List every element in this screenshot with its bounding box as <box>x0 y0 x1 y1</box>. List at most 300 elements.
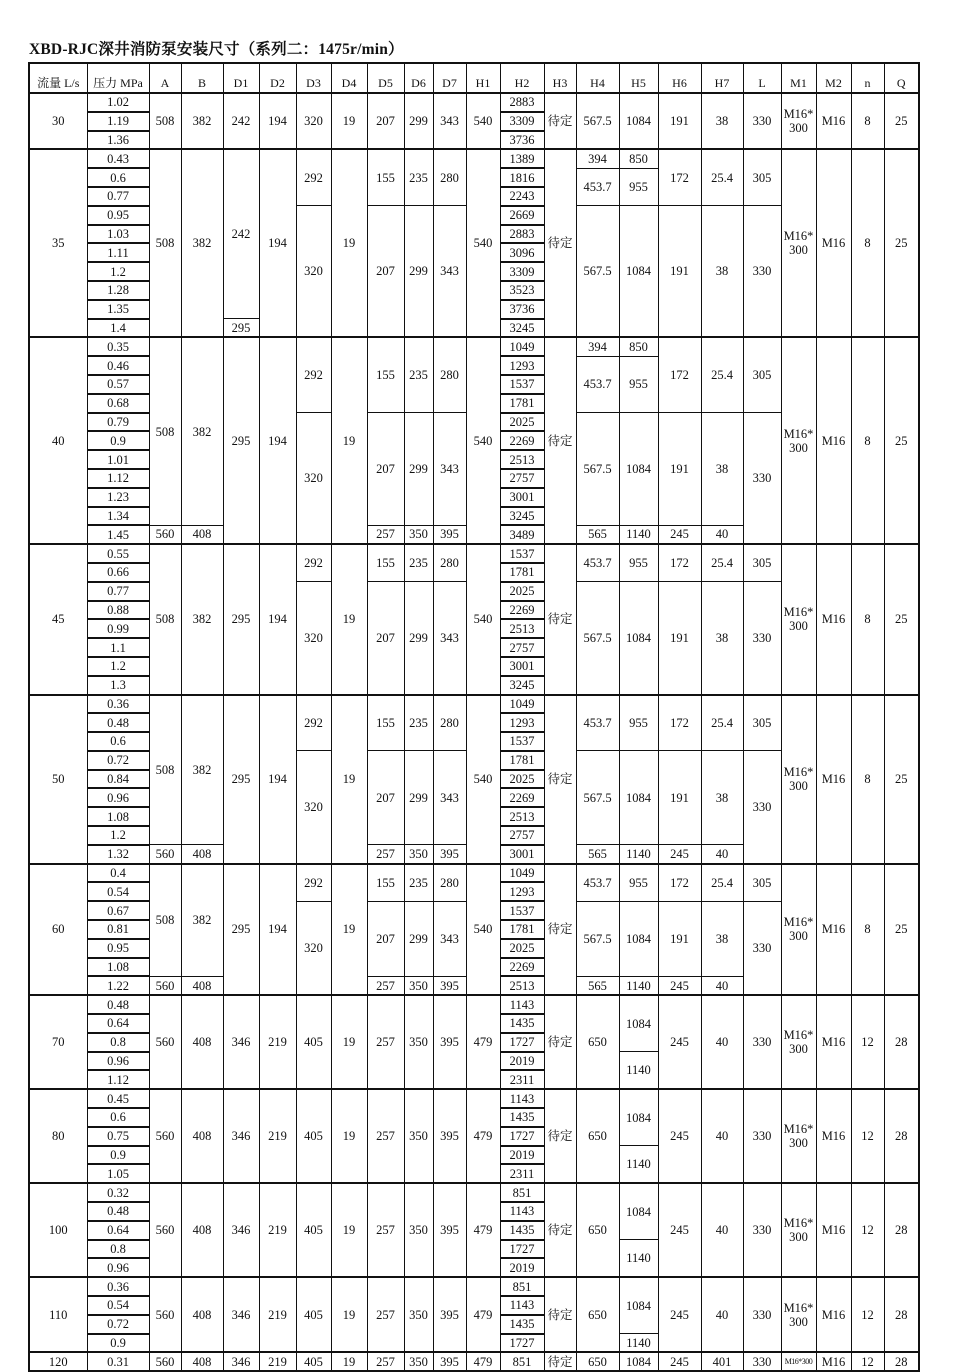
h2-cell: 3736 <box>500 300 544 319</box>
pressure-cell: 0.6 <box>87 168 149 187</box>
l-cell: 330 <box>743 1277 781 1352</box>
n-cell: 12 <box>851 1089 884 1183</box>
pressure-cell: 0.88 <box>87 601 149 620</box>
m2-cell: M16 <box>816 864 851 996</box>
d5-cell: 257 <box>367 995 404 1089</box>
d5-cell: 257 <box>367 976 404 995</box>
d5-cell: 207 <box>367 206 404 338</box>
column-header: 流量 L/s <box>29 63 87 93</box>
d3-cell: 320 <box>296 93 331 149</box>
a-cell: 560 <box>149 995 181 1089</box>
h6-cell: 191 <box>658 751 701 845</box>
d3-cell: 292 <box>296 337 331 412</box>
h5-cell: 1084 <box>619 1352 658 1371</box>
h5-cell: 955 <box>619 695 658 751</box>
h2-cell: 3096 <box>500 243 544 262</box>
d6-cell: 299 <box>404 751 433 845</box>
column-header: M1 <box>781 63 816 93</box>
h4-cell: 394 <box>576 149 619 168</box>
pressure-cell: 0.8 <box>87 1240 149 1259</box>
h2-cell: 2757 <box>500 469 544 488</box>
flow-cell: 30 <box>29 93 87 149</box>
pressure-cell: 0.96 <box>87 1052 149 1071</box>
table-row <box>29 93 919 112</box>
table-row <box>29 1183 919 1202</box>
installation-dimensions-table <box>28 62 920 1372</box>
l-cell: 330 <box>743 1089 781 1183</box>
pressure-cell: 1.1 <box>87 638 149 657</box>
h4-cell: 650 <box>576 1089 619 1183</box>
h4-cell: 453.7 <box>576 544 619 582</box>
m1-cell: M16* 300 <box>781 149 816 337</box>
pressure-cell: 0.77 <box>87 582 149 601</box>
d1-cell: 346 <box>223 995 259 1089</box>
d6-cell: 350 <box>404 1352 433 1371</box>
h6-cell: 172 <box>658 864 701 902</box>
pressure-cell: 0.48 <box>87 713 149 732</box>
h4-cell: 567.5 <box>576 751 619 845</box>
d5-cell: 207 <box>367 901 404 976</box>
h4-cell: 453.7 <box>576 168 619 206</box>
table-row <box>29 1352 919 1371</box>
d2-cell: 219 <box>259 1352 296 1371</box>
h7-cell: 40 <box>701 995 743 1089</box>
b-cell: 408 <box>181 525 223 544</box>
d1-cell: 346 <box>223 1277 259 1352</box>
h7-cell: 25.4 <box>701 864 743 902</box>
b-cell: 408 <box>181 1277 223 1352</box>
h2-cell: 1727 <box>500 1334 544 1353</box>
h2-cell: 851 <box>500 1352 544 1371</box>
d7-cell: 343 <box>433 413 466 526</box>
h7-cell: 40 <box>701 1089 743 1183</box>
d5-cell: 155 <box>367 149 404 205</box>
h5-cell: 955 <box>619 544 658 582</box>
d6-cell: 299 <box>404 93 433 149</box>
d5-cell: 155 <box>367 544 404 582</box>
h4-cell: 565 <box>576 525 619 544</box>
b-cell: 382 <box>181 93 223 149</box>
d4-cell: 19 <box>331 995 367 1089</box>
h2-cell: 3001 <box>500 845 544 864</box>
pressure-cell: 0.46 <box>87 356 149 375</box>
h3-cell: 待定 <box>544 337 576 544</box>
column-header: D7 <box>433 63 466 93</box>
h5-cell: 1140 <box>619 1240 658 1278</box>
pressure-cell: 0.75 <box>87 1127 149 1146</box>
d6-cell: 350 <box>404 845 433 864</box>
pressure-cell: 1.22 <box>87 976 149 995</box>
h2-cell: 2269 <box>500 788 544 807</box>
h6-cell: 245 <box>658 1277 701 1352</box>
n-cell: 12 <box>851 1183 884 1277</box>
d5-cell: 257 <box>367 1277 404 1352</box>
b-cell: 408 <box>181 976 223 995</box>
d3-cell: 320 <box>296 413 331 545</box>
h7-cell: 40 <box>701 1277 743 1352</box>
h2-cell: 1435 <box>500 1108 544 1127</box>
n-cell: 12 <box>851 1352 884 1371</box>
d7-cell: 395 <box>433 1089 466 1183</box>
h2-cell: 2025 <box>500 413 544 432</box>
pressure-cell: 0.45 <box>87 1089 149 1108</box>
h1-cell: 479 <box>466 1277 500 1352</box>
q-cell: 28 <box>884 1352 919 1371</box>
m1-cell: M16* 300 <box>781 864 816 996</box>
m2-cell: M16 <box>816 1183 851 1277</box>
pressure-cell: 0.54 <box>87 1296 149 1315</box>
h6-cell: 245 <box>658 995 701 1089</box>
q-cell: 28 <box>884 995 919 1089</box>
d1-cell: 295 <box>223 695 259 864</box>
n-cell: 12 <box>851 995 884 1089</box>
h5-cell: 1084 <box>619 93 658 149</box>
h3-cell: 待定 <box>544 93 576 149</box>
l-cell: 305 <box>743 149 781 205</box>
l-cell: 305 <box>743 695 781 751</box>
pressure-cell: 1.08 <box>87 807 149 826</box>
pressure-cell: 0.48 <box>87 995 149 1014</box>
h5-cell: 850 <box>619 337 658 356</box>
h2-cell: 2883 <box>500 225 544 244</box>
h4-cell: 567.5 <box>576 93 619 149</box>
h7-cell: 38 <box>701 901 743 976</box>
pressure-cell: 0.32 <box>87 1183 149 1202</box>
d3-cell: 292 <box>296 864 331 902</box>
d6-cell: 299 <box>404 582 433 695</box>
d7-cell: 343 <box>433 206 466 338</box>
h2-cell: 851 <box>500 1183 544 1202</box>
pressure-cell: 0.35 <box>87 337 149 356</box>
pressure-cell: 0.6 <box>87 732 149 751</box>
h2-cell: 1143 <box>500 1296 544 1315</box>
d1-cell: 346 <box>223 1183 259 1277</box>
h2-cell: 1049 <box>500 864 544 883</box>
h5-cell: 955 <box>619 168 658 206</box>
h7-cell: 40 <box>701 845 743 864</box>
h5-cell: 850 <box>619 149 658 168</box>
b-cell: 382 <box>181 149 223 337</box>
h2-cell: 1049 <box>500 337 544 356</box>
m1-cell: M16* 300 <box>781 1183 816 1277</box>
d2-cell: 194 <box>259 149 296 337</box>
column-header: D3 <box>296 63 331 93</box>
h5-cell: 1084 <box>619 206 658 338</box>
q-cell: 25 <box>884 864 919 996</box>
column-header: D2 <box>259 63 296 93</box>
h5-cell: 1140 <box>619 525 658 544</box>
a-cell: 560 <box>149 1183 181 1277</box>
m1-cell: M16* 300 <box>781 337 816 544</box>
h2-cell: 1293 <box>500 713 544 732</box>
h6-cell: 191 <box>658 413 701 526</box>
n-cell: 8 <box>851 149 884 337</box>
h2-cell: 1435 <box>500 1014 544 1033</box>
l-cell: 330 <box>743 751 781 864</box>
pressure-cell: 0.77 <box>87 187 149 206</box>
m2-cell: M16 <box>816 93 851 149</box>
h4-cell: 567.5 <box>576 206 619 338</box>
h2-cell: 2757 <box>500 826 544 845</box>
h4-cell: 453.7 <box>576 695 619 751</box>
pressure-cell: 1.02 <box>87 93 149 112</box>
d4-cell: 19 <box>331 864 367 996</box>
flow-cell: 50 <box>29 695 87 864</box>
h2-cell: 3736 <box>500 131 544 150</box>
h2-cell: 2513 <box>500 976 544 995</box>
h2-cell: 1389 <box>500 149 544 168</box>
d3-cell: 405 <box>296 1352 331 1371</box>
h7-cell: 40 <box>701 1183 743 1277</box>
d7-cell: 395 <box>433 845 466 864</box>
a-cell: 508 <box>149 864 181 977</box>
h6-cell: 245 <box>658 1089 701 1183</box>
h2-cell: 1727 <box>500 1033 544 1052</box>
m2-cell: M16 <box>816 695 851 864</box>
l-cell: 330 <box>743 1183 781 1277</box>
m2-cell: M16 <box>816 995 851 1089</box>
h2-cell: 2311 <box>500 1164 544 1183</box>
h6-cell: 172 <box>658 544 701 582</box>
pressure-cell: 0.64 <box>87 1221 149 1240</box>
h7-cell: 38 <box>701 93 743 149</box>
h2-cell: 3001 <box>500 488 544 507</box>
d7-cell: 395 <box>433 1183 466 1277</box>
h5-cell: 1140 <box>619 1146 658 1184</box>
d2-cell: 194 <box>259 337 296 544</box>
d5-cell: 155 <box>367 337 404 412</box>
h3-cell: 待定 <box>544 1352 576 1371</box>
h2-cell: 2025 <box>500 939 544 958</box>
d4-cell: 19 <box>331 149 367 337</box>
column-header: n <box>851 63 884 93</box>
h6-cell: 172 <box>658 337 701 412</box>
d2-cell: 219 <box>259 1089 296 1183</box>
pressure-cell: 0.9 <box>87 431 149 450</box>
h2-cell: 2269 <box>500 958 544 977</box>
h2-cell: 3523 <box>500 281 544 300</box>
column-header: Q <box>884 63 919 93</box>
h4-cell: 567.5 <box>576 901 619 976</box>
pressure-cell: 1.34 <box>87 507 149 526</box>
d2-cell: 194 <box>259 864 296 996</box>
h6-cell: 191 <box>658 582 701 695</box>
pressure-cell: 1.2 <box>87 657 149 676</box>
d2-cell: 219 <box>259 1277 296 1352</box>
pressure-cell: 0.96 <box>87 788 149 807</box>
h3-cell: 待定 <box>544 149 576 337</box>
h1-cell: 540 <box>466 149 500 337</box>
h2-cell: 1781 <box>500 394 544 413</box>
flow-cell: 80 <box>29 1089 87 1183</box>
d7-cell: 343 <box>433 93 466 149</box>
d5-cell: 257 <box>367 1352 404 1371</box>
h5-cell: 1084 <box>619 1277 658 1333</box>
h6-cell: 245 <box>658 1352 701 1371</box>
m2-cell: M16 <box>816 1089 851 1183</box>
d7-cell: 343 <box>433 582 466 695</box>
pressure-cell: 1.08 <box>87 958 149 977</box>
a-cell: 560 <box>149 1352 181 1371</box>
h4-cell: 567.5 <box>576 582 619 695</box>
h7-cell: 40 <box>701 976 743 995</box>
pressure-cell: 0.36 <box>87 695 149 714</box>
h2-cell: 1143 <box>500 1089 544 1108</box>
h7-cell: 38 <box>701 413 743 526</box>
q-cell: 28 <box>884 1277 919 1352</box>
pressure-cell: 1.36 <box>87 131 149 150</box>
column-header: M2 <box>816 63 851 93</box>
h1-cell: 479 <box>466 1183 500 1277</box>
h2-cell: 2883 <box>500 93 544 112</box>
pressure-cell: 0.79 <box>87 413 149 432</box>
h6-cell: 191 <box>658 93 701 149</box>
h4-cell: 565 <box>576 845 619 864</box>
h4-cell: 565 <box>576 976 619 995</box>
pressure-cell: 0.72 <box>87 1315 149 1334</box>
m2-cell: M16 <box>816 149 851 337</box>
d4-cell: 19 <box>331 337 367 544</box>
h2-cell: 1049 <box>500 695 544 714</box>
d1-cell: 242 <box>223 93 259 149</box>
n-cell: 8 <box>851 695 884 864</box>
a-cell: 560 <box>149 845 181 864</box>
m1-cell: M16* 300 <box>781 1089 816 1183</box>
h2-cell: 1727 <box>500 1240 544 1259</box>
a-cell: 508 <box>149 149 181 337</box>
d7-cell: 280 <box>433 695 466 751</box>
pressure-cell: 1.19 <box>87 112 149 131</box>
m1-cell: M16* 300 <box>781 995 816 1089</box>
column-header: H6 <box>658 63 701 93</box>
n-cell: 12 <box>851 1277 884 1352</box>
h3-cell: 待定 <box>544 1183 576 1277</box>
d6-cell: 350 <box>404 1277 433 1352</box>
l-cell: 330 <box>743 93 781 149</box>
h1-cell: 540 <box>466 93 500 149</box>
h2-cell: 2513 <box>500 450 544 469</box>
h2-cell: 1727 <box>500 1127 544 1146</box>
d3-cell: 320 <box>296 582 331 695</box>
b-cell: 382 <box>181 337 223 525</box>
l-cell: 330 <box>743 995 781 1089</box>
h2-cell: 1816 <box>500 168 544 187</box>
pressure-cell: 0.4 <box>87 864 149 883</box>
pressure-cell: 1.05 <box>87 1164 149 1183</box>
h3-cell: 待定 <box>544 695 576 864</box>
pressure-cell: 0.54 <box>87 882 149 901</box>
d7-cell: 343 <box>433 751 466 845</box>
l-cell: 330 <box>743 1352 781 1371</box>
h5-cell: 1084 <box>619 1183 658 1239</box>
h7-cell: 25.4 <box>701 149 743 205</box>
h1-cell: 540 <box>466 337 500 544</box>
d4-cell: 19 <box>331 1089 367 1183</box>
m2-cell: M16 <box>816 1277 851 1352</box>
l-cell: 330 <box>743 413 781 545</box>
pressure-cell: 0.84 <box>87 770 149 789</box>
h5-cell: 1140 <box>619 845 658 864</box>
h2-cell: 2019 <box>500 1146 544 1165</box>
b-cell: 382 <box>181 695 223 845</box>
h5-cell: 1084 <box>619 582 658 695</box>
column-header: D5 <box>367 63 404 93</box>
flow-cell: 120 <box>29 1352 87 1371</box>
column-header: B <box>181 63 223 93</box>
h2-cell: 1537 <box>500 901 544 920</box>
flow-cell: 60 <box>29 864 87 996</box>
d1-cell: 295 <box>223 337 259 544</box>
h4-cell: 650 <box>576 1352 619 1371</box>
pressure-cell: 0.99 <box>87 619 149 638</box>
d4-cell: 19 <box>331 544 367 694</box>
column-header: 压力 MPa <box>87 63 149 93</box>
h2-cell: 3001 <box>500 657 544 676</box>
h1-cell: 540 <box>466 544 500 694</box>
pressure-cell: 0.31 <box>87 1352 149 1371</box>
b-cell: 408 <box>181 1352 223 1371</box>
h2-cell: 1143 <box>500 995 544 1014</box>
h6-cell: 172 <box>658 149 701 205</box>
d6-cell: 299 <box>404 206 433 338</box>
h3-cell: 待定 <box>544 995 576 1089</box>
pressure-cell: 1.11 <box>87 243 149 262</box>
d7-cell: 395 <box>433 1352 466 1371</box>
m2-cell: M16 <box>816 1352 851 1371</box>
h2-cell: 2669 <box>500 206 544 225</box>
q-cell: 25 <box>884 544 919 694</box>
flow-cell: 70 <box>29 995 87 1089</box>
pressure-cell: 0.68 <box>87 394 149 413</box>
q-cell: 25 <box>884 149 919 337</box>
h2-cell: 2757 <box>500 638 544 657</box>
h5-cell: 1084 <box>619 995 658 1051</box>
b-cell: 382 <box>181 544 223 694</box>
h1-cell: 479 <box>466 1089 500 1183</box>
d3-cell: 292 <box>296 695 331 751</box>
h2-cell: 2025 <box>500 582 544 601</box>
d3-cell: 320 <box>296 206 331 338</box>
h6-cell: 191 <box>658 901 701 976</box>
a-cell: 508 <box>149 337 181 525</box>
h1-cell: 540 <box>466 864 500 996</box>
d4-cell: 19 <box>331 1352 367 1371</box>
pressure-cell: 0.81 <box>87 920 149 939</box>
a-cell: 560 <box>149 1089 181 1183</box>
b-cell: 382 <box>181 864 223 977</box>
q-cell: 25 <box>884 695 919 864</box>
d5-cell: 207 <box>367 751 404 845</box>
h2-cell: 3245 <box>500 319 544 338</box>
h2-cell: 2243 <box>500 187 544 206</box>
pressure-cell: 0.57 <box>87 375 149 394</box>
h2-cell: 1293 <box>500 882 544 901</box>
pressure-cell: 0.66 <box>87 563 149 582</box>
n-cell: 8 <box>851 93 884 149</box>
h2-cell: 2513 <box>500 619 544 638</box>
d2-cell: 219 <box>259 1183 296 1277</box>
d4-cell: 19 <box>331 1277 367 1352</box>
h7-cell: 38 <box>701 206 743 338</box>
q-cell: 25 <box>884 93 919 149</box>
d4-cell: 19 <box>331 1183 367 1277</box>
h2-cell: 3245 <box>500 676 544 695</box>
q-cell: 28 <box>884 1183 919 1277</box>
b-cell: 408 <box>181 845 223 864</box>
pressure-cell: 0.67 <box>87 901 149 920</box>
d7-cell: 395 <box>433 995 466 1089</box>
d3-cell: 292 <box>296 544 331 582</box>
